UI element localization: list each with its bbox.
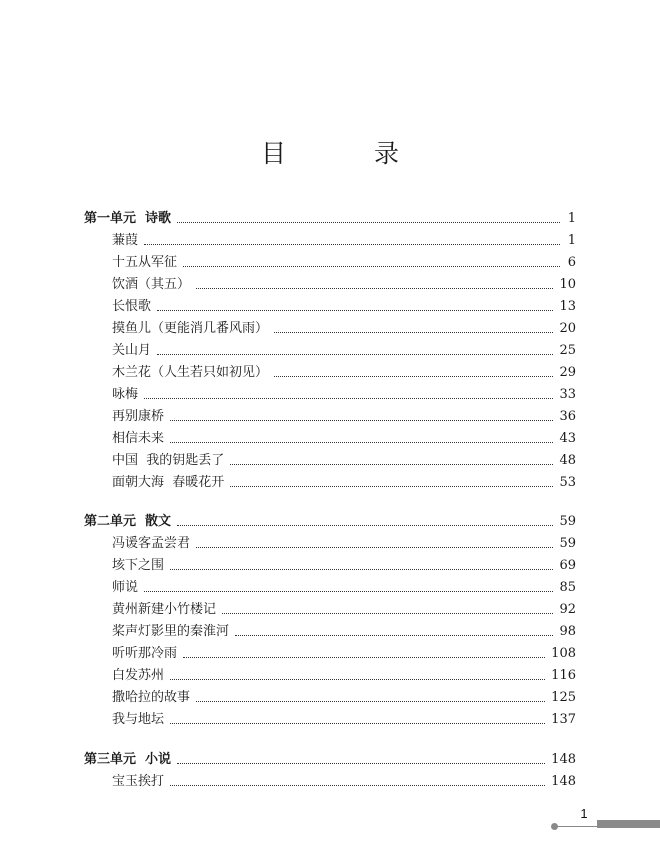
toc-entry[interactable] xyxy=(112,252,576,274)
toc-page-number: 1 xyxy=(567,233,576,248)
toc-entry-title: 垓下之围 xyxy=(112,558,165,573)
leader-dots xyxy=(222,612,553,614)
toc-page-number: 13 xyxy=(559,299,576,314)
toc-entry[interactable] xyxy=(112,687,576,709)
toc-entry[interactable] xyxy=(112,472,576,494)
toc-entry[interactable] xyxy=(112,450,576,472)
toc-entry-title: 宝玉挨打 xyxy=(112,774,165,789)
toc-page-number: 1 xyxy=(567,211,576,226)
toc-entry-title: 撒哈拉的故事 xyxy=(112,690,191,705)
toc-entry-title: 饮酒（其五） xyxy=(112,277,191,292)
toc-page-number: 10 xyxy=(559,277,576,292)
toc-entry-title: 黄州新建小竹楼记 xyxy=(112,602,217,617)
toc-page-number: 6 xyxy=(567,255,576,270)
toc-entry[interactable] xyxy=(112,577,576,599)
leader-dots xyxy=(170,568,553,570)
toc-entry-title: 相信未来 xyxy=(112,431,165,446)
leader-dots xyxy=(183,265,560,267)
toc-entry-title: 长恨歌 xyxy=(112,299,152,314)
toc-unit-label: 第一单元 诗歌 xyxy=(84,211,172,226)
toc-entry-title: 我与地坛 xyxy=(112,712,165,727)
toc-entry-title: 听听那冷雨 xyxy=(112,646,178,661)
toc-entry[interactable] xyxy=(112,771,576,793)
leader-dots xyxy=(183,656,545,658)
toc-entry[interactable] xyxy=(112,318,576,340)
leader-dots xyxy=(196,546,553,548)
leader-dots xyxy=(274,375,553,377)
leader-dots xyxy=(170,678,545,680)
toc-entry-title: 木兰花（人生若只如初见） xyxy=(112,365,269,380)
toc-page-number: 43 xyxy=(559,431,576,446)
toc-entry-title: 咏梅 xyxy=(112,387,139,402)
page-number: 1 xyxy=(580,806,588,821)
leader-dots xyxy=(157,353,553,355)
toc-page-number: 59 xyxy=(559,514,576,529)
toc-page-number: 137 xyxy=(551,712,576,727)
toc-entry-title: 十五从军征 xyxy=(112,255,178,270)
toc-unit-2[interactable] xyxy=(84,511,576,533)
toc-entry-title: 摸鱼儿（更能消几番风雨） xyxy=(112,321,269,336)
leader-dots xyxy=(144,397,553,399)
toc-unit-1[interactable] xyxy=(84,208,576,230)
leader-dots xyxy=(177,524,553,526)
leader-dots xyxy=(170,784,545,786)
toc-unit-label: 第二单元 散文 xyxy=(84,514,172,529)
toc-entry[interactable] xyxy=(112,709,576,731)
page-title: 目 录 xyxy=(261,139,439,168)
toc-entry-title: 蒹葭 xyxy=(112,233,139,248)
toc-page-number: 29 xyxy=(559,365,576,380)
toc-entry[interactable] xyxy=(112,555,576,577)
toc-entry[interactable] xyxy=(112,296,576,318)
leader-dots xyxy=(196,287,553,289)
toc-page-number: 85 xyxy=(559,580,576,595)
toc-page-number: 98 xyxy=(559,624,576,639)
toc-entry-title: 白发苏州 xyxy=(112,668,165,683)
leader-dots xyxy=(170,441,553,443)
toc-entry-title: 冯谖客孟尝君 xyxy=(112,536,191,551)
toc-entry-title: 关山月 xyxy=(112,343,152,358)
toc-entry[interactable] xyxy=(112,428,576,450)
leader-dots xyxy=(274,331,553,333)
toc-page-number: 69 xyxy=(559,558,576,573)
toc-entry-title: 师说 xyxy=(112,580,139,595)
leader-dots xyxy=(144,243,560,245)
toc-entry[interactable] xyxy=(112,274,576,296)
toc-page-number: 148 xyxy=(551,752,576,767)
leader-dots xyxy=(177,762,545,764)
toc-unit-label: 第三单元 小说 xyxy=(84,752,172,767)
leader-dots xyxy=(196,700,545,702)
leader-dots xyxy=(177,221,560,223)
toc-page-number: 116 xyxy=(551,668,576,683)
toc-entry-title: 再别康桥 xyxy=(112,409,165,424)
toc-entry-title: 面朝大海 春暖花开 xyxy=(112,475,225,490)
folio-ornament-bar xyxy=(597,820,660,828)
leader-dots xyxy=(144,590,553,592)
toc-page-number: 148 xyxy=(551,774,576,789)
toc-entry[interactable] xyxy=(112,384,576,406)
toc-entry-title: 中国 我的钥匙丢了 xyxy=(112,453,225,468)
toc-page-number: 53 xyxy=(559,475,576,490)
toc-page-number: 48 xyxy=(559,453,576,468)
toc-entry-title: 桨声灯影里的秦淮河 xyxy=(112,624,230,639)
folio-ornament-line xyxy=(555,826,597,827)
leader-dots xyxy=(230,485,553,487)
toc-entry[interactable] xyxy=(112,362,576,384)
toc-entry[interactable] xyxy=(112,533,576,555)
toc-entry[interactable] xyxy=(112,599,576,621)
toc-entry[interactable] xyxy=(112,230,576,252)
leader-dots xyxy=(230,463,553,465)
toc-page-number: 36 xyxy=(559,409,576,424)
toc-page-number: 20 xyxy=(559,321,576,336)
toc-page-number: 125 xyxy=(551,690,576,705)
leader-dots xyxy=(157,309,553,311)
leader-dots xyxy=(235,634,553,636)
toc-entry[interactable] xyxy=(112,621,576,643)
toc-entry[interactable] xyxy=(112,340,576,362)
toc-page-number: 33 xyxy=(559,387,576,402)
leader-dots xyxy=(170,722,545,724)
toc-entry[interactable] xyxy=(112,643,576,665)
toc-entry[interactable] xyxy=(112,665,576,687)
toc-page-number: 108 xyxy=(551,646,576,661)
toc-page-number: 25 xyxy=(559,343,576,358)
toc-page-number: 59 xyxy=(559,536,576,551)
leader-dots xyxy=(170,419,553,421)
toc-entry[interactable] xyxy=(112,406,576,428)
toc-page-number: 92 xyxy=(559,602,576,617)
toc-unit-3[interactable] xyxy=(84,749,576,771)
